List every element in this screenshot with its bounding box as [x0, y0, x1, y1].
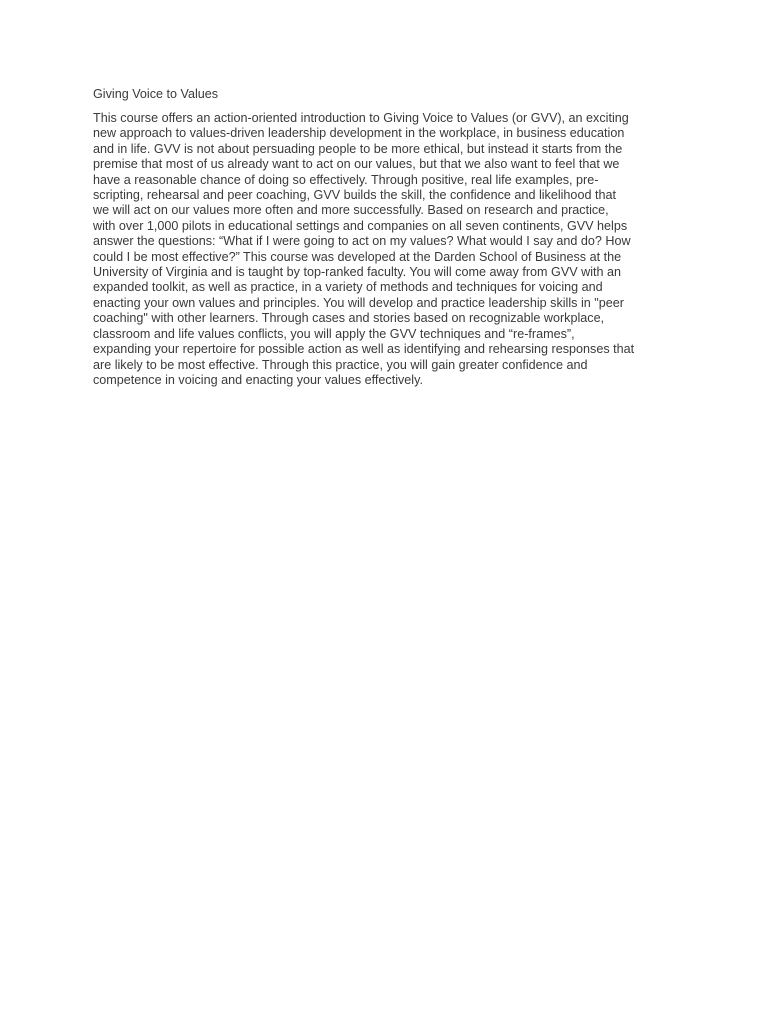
body-line: expanding your repertoire for possible action as well as identifying and rehearsing responses that: [93, 342, 635, 357]
body-line: premise that most of us already want to act on our values, but that we also want to feel that we: [93, 157, 620, 172]
body-line: answer the questions: “What if I were going to act on my values? What would I say and do? How: [93, 234, 631, 249]
body-line: University of Virginia and is taught by top-ranked faculty. You will come away from GVV with an: [93, 265, 622, 280]
body-line: enacting your own values and principles. You will develop and practice leadership skills in "peer: [93, 295, 624, 310]
body-line: new approach to values-driven leadership development in the workplace, in business education: [93, 126, 625, 141]
body-line: classroom and life values conflicts, you will apply the GVV techniques and “re-frames”,: [93, 326, 575, 341]
body-line: competence in voicing and enacting your values effectively.: [93, 372, 423, 387]
body-line: and in life. GVV is not about persuading people to be more ethical, but instead it starts from the: [93, 141, 623, 156]
body-line: with over 1,000 pilots in educational settings and companies on all seven continents, GVV helps: [93, 218, 628, 233]
body-line: could I be most effective?” This course was developed at the Darden School of Business at the: [93, 249, 622, 264]
body-line: we will act on our values more often and more successfully. Based on research and practice,: [93, 203, 609, 218]
body-line: This course offers an action-oriented introduction to Giving Voice to Values (or GVV), an exciting: [93, 111, 629, 125]
body-line: expanded toolkit, as well as practice, in a variety of methods and techniques for voicing and: [93, 280, 603, 295]
document-title: Giving Voice to Values: [93, 87, 219, 101]
document-body: [93, 111, 693, 388]
body-line: have a reasonable chance of doing so effectively. Through positive, real life examples, pre-: [93, 172, 599, 187]
body-line: coaching" with other learners. Through cases and stories based on recognizable workplace,: [93, 311, 605, 326]
body-line: scripting, rehearsal and peer coaching, GVV builds the skill, the confidence and likelihood that: [93, 188, 616, 203]
body-line: are likely to be most effective. Through this practice, you will gain greater confidence and: [93, 357, 588, 372]
